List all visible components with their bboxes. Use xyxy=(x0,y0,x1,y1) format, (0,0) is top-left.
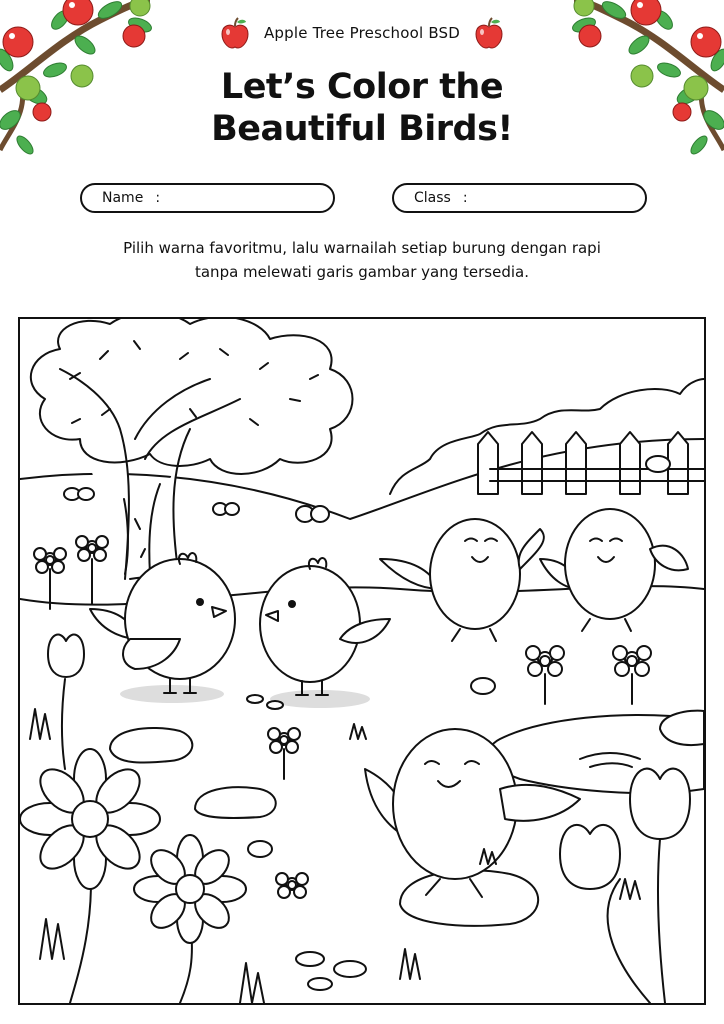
coloring-picture-frame xyxy=(18,317,706,1005)
name-field[interactable] xyxy=(80,183,335,213)
name-separator: : xyxy=(155,190,161,206)
apple-icon xyxy=(220,17,250,49)
tulip-flower xyxy=(48,635,84,769)
school-header xyxy=(0,17,724,49)
bird xyxy=(365,729,580,897)
hill-right-bush xyxy=(390,379,704,494)
name-label: Name xyxy=(102,190,144,206)
class-field[interactable] xyxy=(392,183,647,213)
rock xyxy=(195,787,276,818)
instructions-line-1: Pilih warna favoritmu, lalu warnailah setiap burung dengan rapi xyxy=(123,239,601,257)
apple-icon xyxy=(474,17,504,49)
page-title xyxy=(0,66,724,150)
instructions-line-2: tanpa melewati garis gambar yang tersedia. xyxy=(194,263,529,281)
bird xyxy=(380,519,544,641)
daisy-flower xyxy=(20,749,160,1003)
bird xyxy=(260,558,390,708)
daisy-flower xyxy=(134,835,246,1003)
coloring-picture xyxy=(20,319,704,1003)
class-separator: : xyxy=(462,190,468,206)
title-line-1: Let’s Color the xyxy=(220,67,504,107)
class-label: Class xyxy=(414,190,451,206)
rock xyxy=(400,870,538,926)
title-line-2: Beautiful Birds! xyxy=(211,109,513,149)
bird xyxy=(90,553,235,703)
school-name: Apple Tree Preschool BSD xyxy=(263,24,461,42)
rock xyxy=(110,728,192,763)
bird xyxy=(540,509,688,631)
tulip-flower xyxy=(560,769,690,1003)
instructions xyxy=(60,236,664,284)
